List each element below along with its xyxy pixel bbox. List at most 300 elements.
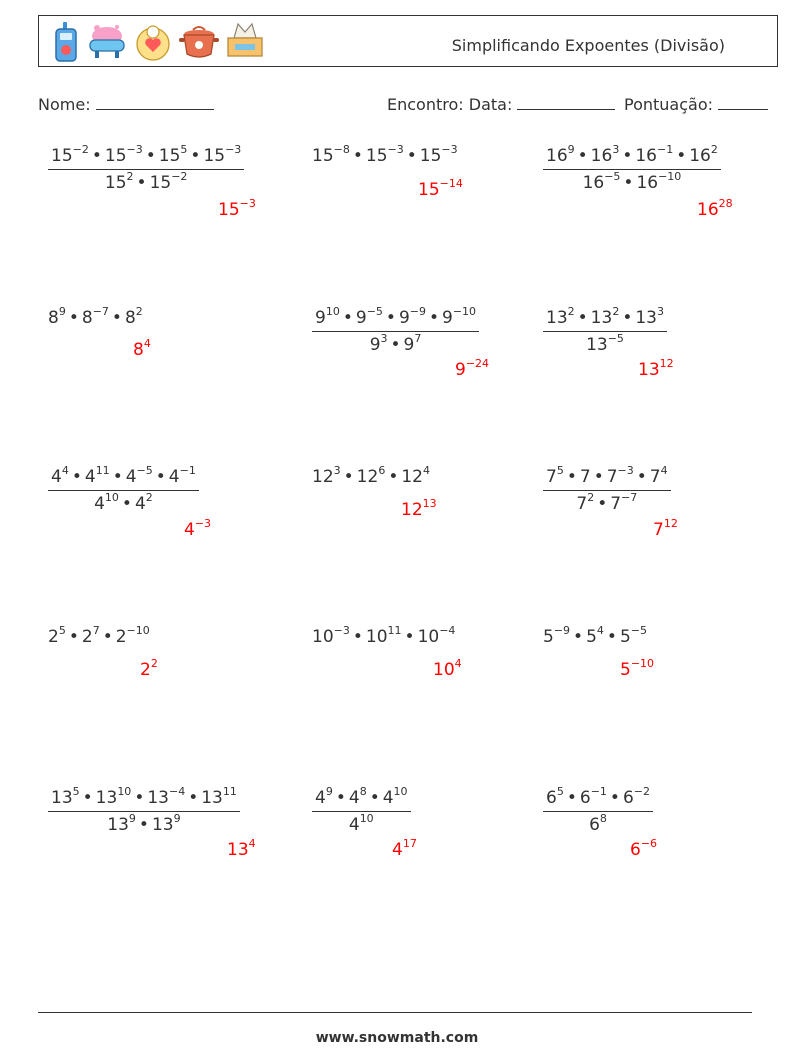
numerator-base: 13 [635, 308, 657, 328]
denominator-exponent: 10 [104, 491, 119, 504]
numerator-power [315, 305, 340, 328]
numerator-exponent: 2 [710, 143, 718, 156]
expression [312, 464, 430, 487]
expression [312, 143, 458, 166]
answer-power [133, 337, 151, 360]
numerator-power [95, 785, 132, 808]
denominator-power [576, 491, 595, 514]
numerator-exponent: 4 [660, 464, 668, 477]
denominator-base: 7 [576, 494, 588, 514]
score-blank[interactable] [718, 94, 768, 110]
answer-14 [392, 837, 417, 860]
numerator-exponent: 5 [180, 143, 188, 156]
multiply-dot: • [102, 627, 113, 647]
answer-power [140, 657, 158, 680]
answer-base: 16 [697, 200, 719, 220]
score-label: Pontuação: [624, 95, 714, 114]
numerator-exponent: 11 [222, 785, 237, 798]
numerator-power [104, 143, 143, 166]
problem-2 [312, 143, 458, 166]
answer-power [630, 837, 658, 860]
footer-divider [38, 1012, 752, 1013]
numerator-exponent: 8 [359, 785, 367, 798]
term-exponent: −3 [333, 624, 350, 637]
multiply-dot: • [111, 308, 122, 328]
term-exponent: 5 [58, 624, 66, 637]
term-exponent: −10 [126, 624, 150, 637]
numerator-exponent: −3 [617, 464, 634, 477]
answer-power [418, 177, 463, 200]
numerator-base: 4 [51, 467, 62, 487]
term-power [401, 464, 430, 487]
term-power [619, 624, 647, 647]
multiply-dot: • [68, 627, 79, 647]
answer-exponent: 4 [248, 837, 256, 850]
term-power [48, 624, 66, 647]
numerator-base: 7 [606, 467, 618, 487]
answer-power [653, 517, 678, 540]
multiply-dot: • [91, 146, 102, 166]
multiply-dot: • [622, 146, 633, 166]
numerator-power [355, 305, 383, 328]
numerator-power [590, 143, 620, 166]
term-exponent: 3 [333, 464, 341, 477]
numerator-exponent: 10 [325, 305, 340, 318]
term-base: 12 [356, 467, 379, 487]
denominator-exponent: 9 [128, 812, 136, 825]
numerator-base: 4 [168, 467, 180, 487]
numerator [312, 305, 479, 331]
answer-base: 12 [401, 500, 423, 520]
answer-base: 6 [630, 840, 641, 860]
term-exponent: −9 [553, 624, 571, 637]
answer-base: 8 [133, 340, 144, 360]
answer-exponent: −24 [465, 357, 490, 370]
numerator-base: 7 [546, 467, 557, 487]
numerator-power [606, 464, 634, 487]
tissue-box-icon [225, 22, 265, 62]
multiply-dot: • [566, 467, 577, 487]
cooking-pot-icon [179, 22, 219, 62]
denominator [48, 169, 244, 193]
multiply-dot: • [623, 173, 634, 193]
denominator-power [636, 170, 682, 193]
multiply-dot: • [577, 308, 588, 328]
name-label: Nome: [38, 95, 91, 114]
denominator-base: 4 [94, 494, 105, 514]
term-base: 15 [419, 146, 442, 166]
numerator-power [51, 143, 89, 166]
multiply-dot: • [606, 627, 617, 647]
denominator-base: 6 [589, 815, 600, 835]
name-blank[interactable] [96, 94, 214, 110]
term-exponent: 6 [378, 464, 386, 477]
term-exponent: 11 [387, 624, 402, 637]
denominator-exponent: −2 [171, 170, 188, 183]
multiply-dot: • [82, 788, 93, 808]
term-exponent: −3 [441, 143, 458, 156]
denominator-power [94, 491, 119, 514]
multiply-dot: • [352, 627, 363, 647]
multiply-dot: • [573, 627, 584, 647]
answer-exponent: 12 [659, 357, 674, 370]
numerator-power [546, 143, 575, 166]
numerator-power [635, 143, 674, 166]
numerator-base: 13 [51, 788, 73, 808]
denominator-base: 4 [348, 815, 360, 835]
numerator-power [51, 464, 69, 487]
numerator-power [315, 785, 333, 808]
numerator-base: 13 [95, 788, 118, 808]
numerator-exponent: 2 [567, 305, 575, 318]
answer-power [697, 197, 733, 220]
numerator-base: 13 [546, 308, 568, 328]
problem-3 [543, 143, 721, 193]
term-exponent: 4 [596, 624, 604, 637]
meeting-label: Encontro: [387, 95, 464, 114]
denominator-base: 15 [104, 173, 127, 193]
numerator-power [649, 464, 668, 487]
term-base: 8 [81, 308, 93, 328]
date-field[interactable] [387, 94, 615, 114]
term-base: 5 [586, 627, 597, 647]
numerator-exponent: 9 [325, 785, 333, 798]
numerator-power [546, 305, 575, 328]
numerator-power [348, 785, 367, 808]
term-exponent: 2 [135, 305, 143, 318]
denominator-base: 9 [369, 335, 381, 355]
multiply-dot: • [121, 494, 132, 514]
term-base: 12 [401, 467, 423, 487]
term-power [48, 305, 66, 328]
expression [48, 305, 143, 328]
problem-4 [48, 305, 143, 328]
answer-6 [638, 357, 674, 380]
denominator-exponent: 3 [380, 332, 388, 345]
numerator-base: 6 [579, 788, 591, 808]
numerator-base: 9 [315, 308, 326, 328]
numerator-power [147, 785, 186, 808]
numerator-exponent: 11 [95, 464, 110, 477]
denominator-power [149, 170, 188, 193]
denominator-exponent: 10 [359, 812, 374, 825]
answer-exponent: −10 [630, 657, 655, 670]
answer-base: 5 [620, 660, 631, 680]
term-exponent: 4 [422, 464, 430, 477]
answer-base: 7 [653, 520, 664, 540]
numerator-base: 4 [348, 788, 360, 808]
numerator-base: 15 [51, 146, 73, 166]
answer-exponent: −6 [640, 837, 658, 850]
answer-exponent: 4 [454, 657, 462, 670]
numerator-exponent: −2 [72, 143, 89, 156]
multiply-dot: • [577, 146, 588, 166]
answer-13 [227, 837, 256, 860]
fraction [543, 143, 721, 193]
answer-exponent: −3 [194, 517, 212, 530]
baby-bib-icon [135, 22, 171, 62]
answer-10 [140, 657, 158, 680]
multiply-dot: • [566, 788, 577, 808]
baby-monitor-icon [53, 22, 79, 62]
score-field[interactable] [624, 94, 768, 114]
numerator-exponent: 4 [61, 464, 69, 477]
denominator [312, 811, 411, 835]
multiply-dot: • [342, 308, 353, 328]
problem-5 [312, 305, 479, 355]
answer-7 [184, 517, 212, 540]
denominator-power [582, 170, 621, 193]
multiply-dot: • [609, 788, 620, 808]
denominator-power [134, 491, 153, 514]
denominator-base: 13 [586, 335, 608, 355]
denominator-power [104, 170, 134, 193]
expression [312, 624, 456, 647]
multiply-dot: • [636, 467, 647, 487]
term-base: 2 [81, 627, 93, 647]
problem-11 [312, 624, 456, 647]
multiply-dot: • [188, 788, 199, 808]
numerator-exponent: 9 [567, 143, 575, 156]
answer-base: 2 [140, 660, 151, 680]
numerator-power [158, 143, 188, 166]
numerator-base: 6 [546, 788, 557, 808]
numerator-base: 16 [590, 146, 613, 166]
numerator-power [382, 785, 408, 808]
numerator-power [579, 785, 607, 808]
term-base: 5 [619, 627, 631, 647]
numerator-base: 13 [590, 308, 613, 328]
problem-9 [543, 464, 671, 514]
answer-2 [418, 177, 463, 200]
multiply-dot: • [343, 467, 354, 487]
numerator-power [201, 785, 237, 808]
numerator-power [398, 305, 426, 328]
term-base: 5 [543, 627, 554, 647]
numerator-exponent: 3 [612, 143, 620, 156]
denominator-exponent: −5 [604, 170, 621, 183]
numerator [543, 143, 721, 169]
numerator-base: 13 [201, 788, 223, 808]
multiply-dot: • [593, 467, 604, 487]
denominator-base: 13 [107, 815, 129, 835]
problem-8 [312, 464, 430, 487]
fraction [543, 785, 653, 835]
term-power [417, 624, 456, 647]
numerator-exponent: 10 [117, 785, 132, 798]
numerator-exponent: −3 [225, 143, 242, 156]
numerator-exponent: −1 [179, 464, 196, 477]
answer-exponent: 2 [150, 657, 158, 670]
term-power [81, 305, 109, 328]
numerator-power [546, 464, 564, 487]
term-base: 15 [365, 146, 388, 166]
answer-base: 15 [218, 200, 240, 220]
denominator-base: 13 [151, 815, 174, 835]
numerator-exponent: −2 [633, 785, 650, 798]
answer-power [184, 517, 212, 540]
numerator [543, 305, 667, 331]
numerator-base: 15 [158, 146, 181, 166]
numerator-exponent: −1 [656, 143, 674, 156]
denominator [48, 811, 240, 835]
term-exponent: −8 [333, 143, 350, 156]
term-power [543, 624, 571, 647]
numerator-base: 16 [546, 146, 568, 166]
expression [543, 624, 647, 647]
answer-8 [401, 497, 437, 520]
numerator-base: 15 [104, 146, 127, 166]
fraction [48, 785, 240, 835]
baby-bath-icon [87, 22, 127, 62]
numerator-power [84, 464, 110, 487]
numerator-exponent: −5 [366, 305, 383, 318]
numerator-power [590, 305, 620, 328]
numerator-exponent: −1 [590, 785, 607, 798]
denominator-exponent: −7 [621, 491, 638, 504]
answer-base: 10 [433, 660, 455, 680]
numerator [543, 464, 671, 490]
term-power [312, 143, 350, 166]
numerator-power [546, 785, 564, 808]
denominator [312, 331, 479, 355]
term-power [115, 624, 150, 647]
term-power [312, 464, 341, 487]
answer-5 [455, 357, 490, 380]
multiply-dot: • [190, 146, 201, 166]
denominator-exponent: 2 [587, 491, 595, 504]
answer-power [433, 657, 462, 680]
multiply-dot: • [404, 627, 415, 647]
answer-base: 9 [455, 360, 466, 380]
multiply-dot: • [112, 467, 123, 487]
term-base: 8 [124, 308, 136, 328]
denominator [543, 169, 721, 193]
denominator-base: 15 [149, 173, 172, 193]
term-base: 10 [417, 627, 440, 647]
answer-exponent: 12 [663, 517, 678, 530]
denominator-power [610, 491, 638, 514]
answer-exponent: −14 [439, 177, 463, 190]
numerator-exponent: 5 [556, 785, 564, 798]
denominator-power [403, 332, 422, 355]
denominator [48, 490, 199, 514]
multiply-dot: • [388, 467, 399, 487]
denominator-power [348, 812, 374, 835]
answer-power [401, 497, 437, 520]
answer-base: 4 [184, 520, 195, 540]
numerator-base: 13 [147, 788, 169, 808]
problem-10 [48, 624, 150, 647]
numerator [48, 143, 244, 169]
multiply-dot: • [406, 146, 417, 166]
numerator-power [635, 305, 664, 328]
numerator-base: 4 [84, 467, 96, 487]
numerator-exponent: −9 [409, 305, 426, 318]
denominator-power [151, 812, 181, 835]
multiply-dot: • [352, 146, 363, 166]
numerator [48, 464, 199, 490]
denominator-power [586, 332, 624, 355]
term-base: 2 [115, 627, 127, 647]
problem-14 [312, 785, 411, 835]
name-field[interactable] [38, 94, 214, 114]
denominator-power [369, 332, 388, 355]
numerator-power [622, 785, 650, 808]
problem-12 [543, 624, 647, 647]
answer-power [620, 657, 655, 680]
numerator-power [580, 467, 591, 487]
multiply-dot: • [71, 467, 82, 487]
denominator-power [107, 812, 136, 835]
numerator-base: 9 [355, 308, 367, 328]
numerator-exponent: 5 [72, 785, 80, 798]
answer-12 [620, 657, 655, 680]
term-base: 12 [312, 467, 334, 487]
numerator-power [51, 785, 80, 808]
term-base: 10 [365, 627, 388, 647]
denominator-power [589, 812, 607, 835]
multiply-dot: • [369, 788, 380, 808]
term-power [81, 624, 100, 647]
date-blank[interactable] [517, 94, 615, 110]
multiply-dot: • [335, 788, 346, 808]
multiply-dot: • [390, 335, 401, 355]
expression [48, 624, 150, 647]
term-exponent: 9 [58, 305, 66, 318]
denominator-base: 16 [636, 173, 659, 193]
answer-1 [218, 197, 256, 220]
term-base: 10 [312, 627, 334, 647]
term-power [356, 464, 386, 487]
denominator-exponent: 8 [599, 812, 607, 825]
answer-11 [433, 657, 462, 680]
multiply-dot: • [136, 173, 147, 193]
denominator-exponent: −10 [658, 170, 682, 183]
term-exponent: −3 [387, 143, 404, 156]
worksheet-title: Simplificando Expoentes (Divisão) [451, 36, 725, 55]
term-base: 2 [48, 627, 59, 647]
footer-url: www.snowmath.com [315, 1030, 479, 1046]
denominator-base: 4 [134, 494, 146, 514]
numerator [48, 785, 240, 811]
denominator [543, 490, 671, 514]
numerator-base: 4 [315, 788, 326, 808]
multiply-dot: • [597, 494, 608, 514]
answer-power [455, 357, 490, 380]
term-exponent: −7 [92, 305, 109, 318]
multiply-dot: • [134, 788, 145, 808]
multiply-dot: • [428, 308, 440, 328]
problem-15 [543, 785, 653, 835]
fraction [543, 305, 667, 355]
answer-9 [653, 517, 678, 540]
numerator-power [125, 464, 153, 487]
fraction [312, 785, 411, 835]
answer-exponent: 13 [422, 497, 437, 510]
numerator-base: 6 [622, 788, 634, 808]
numerator-base: 7 [579, 467, 591, 487]
answer-exponent: 4 [143, 337, 151, 350]
answer-exponent: 28 [718, 197, 733, 210]
numerator-base: 9 [442, 308, 453, 328]
multiply-dot: • [676, 146, 687, 166]
multiply-dot: • [155, 467, 166, 487]
term-power [365, 143, 404, 166]
numerator-power [689, 143, 718, 166]
answer-base: 4 [392, 840, 403, 860]
problem-1 [48, 143, 244, 193]
